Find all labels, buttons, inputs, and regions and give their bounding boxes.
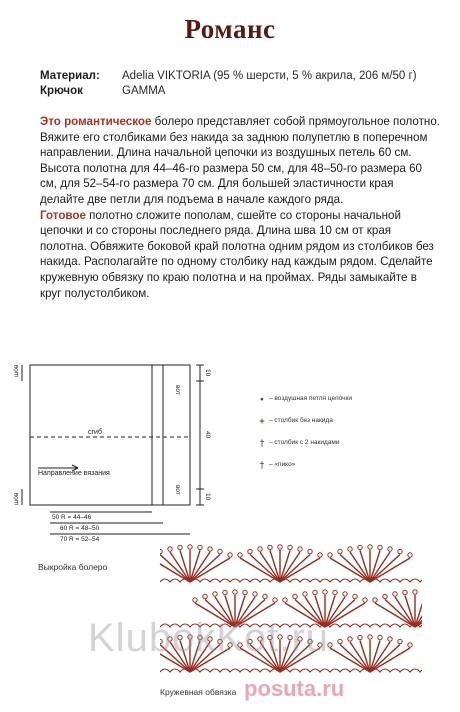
picot-mark [328, 553, 332, 557]
bolero-pattern-diagram [0, 355, 225, 555]
material-row [40, 69, 417, 84]
picot-mark [403, 590, 407, 594]
materials-block [40, 69, 417, 99]
chain-row [160, 669, 422, 672]
picot-mark [238, 553, 242, 557]
picot-mark [398, 549, 402, 553]
picot-mark [348, 547, 352, 551]
picot-mark [243, 590, 247, 594]
picot-mark [338, 639, 342, 643]
direction-label [38, 470, 110, 477]
fold-label: сгиб [88, 429, 102, 436]
picot-mark [348, 637, 352, 641]
picot-mark [278, 545, 282, 549]
legend-text: – столбик с 2 накидами [269, 439, 340, 446]
single-crochet-icon: + [259, 416, 265, 426]
legend-text: – столбик без накида [269, 417, 333, 424]
picot-mark [273, 598, 277, 602]
picot-mark [393, 592, 397, 596]
armhole-label-bottom: вот [174, 485, 181, 495]
picot-mark [168, 547, 172, 551]
picot-mark [388, 637, 392, 641]
picot-mark [253, 592, 257, 596]
picot-mark [343, 592, 347, 596]
paragraph-1-lead: Это романтическое [40, 115, 152, 128]
picot-mark [378, 545, 382, 549]
picot-mark [313, 590, 317, 594]
picot-mark [228, 553, 232, 557]
material-value: Adelia VIKTORIA (95 % шерсти, 5 % акрила, 206 м/50 г) [122, 70, 417, 82]
picot-mark [413, 590, 417, 594]
picot-mark [408, 553, 412, 557]
picot-mark [333, 590, 337, 594]
symbol-legend [255, 388, 352, 476]
picot-mark [208, 547, 212, 551]
pattern-caption: Выкройка болеро [38, 562, 108, 572]
legend-item [255, 432, 352, 454]
hook-value: GAMMA [122, 85, 166, 97]
dim-10-top: 10 [204, 369, 211, 377]
hook-row [40, 84, 417, 99]
seam-label-top: шов [13, 364, 20, 377]
lace-caption: Кружевная обвязка [160, 687, 237, 697]
page-title: Романс [184, 14, 276, 44]
lace-fan [373, 590, 422, 627]
picot-mark [383, 594, 387, 598]
picot-mark [323, 590, 327, 594]
lace-fan [328, 635, 412, 672]
picot-mark [268, 545, 272, 549]
paragraph-2-text: полотно сложите пополам, сшейте со стороны начальной цепочки и со стороны последнего ряда. Длина шва 10 см от края полотна. Обвяжите боковой край полотна одним рядом из столбиков без накида. Располагайте по одному столбику над каждым рядом. Сделайте кружевную обвязку по краю полотна и на проймах. Ряды замыкайте в круг полустолбиком. [40, 208, 434, 300]
direction-label-text: Направление вязания [38, 470, 110, 477]
dim-40: 40 [204, 431, 211, 439]
picot-mark [218, 549, 222, 553]
pattern-outline [30, 365, 190, 505]
picot-mark [358, 635, 362, 639]
double-treble-icon: † [259, 438, 265, 448]
picot-mark [258, 547, 262, 551]
seam-label-bottom: шов [13, 492, 20, 505]
picot-mark [248, 549, 252, 553]
picot-mark [188, 545, 192, 549]
picot-mark [353, 594, 357, 598]
picot-mark [368, 635, 372, 639]
paragraph-1 [40, 114, 440, 208]
picot-mark [160, 549, 162, 553]
picot-mark [378, 635, 382, 639]
material-label: Материал: [40, 70, 100, 82]
picot-mark [213, 592, 217, 596]
picot-mark [193, 598, 197, 602]
instructions [40, 114, 440, 301]
picot-mark [178, 545, 182, 549]
size-label-1: 50 R = 44–46 [52, 514, 92, 521]
size-label-2: 60 R = 48–50 [60, 525, 100, 532]
picot-mark [233, 590, 237, 594]
picot-icon: † [259, 460, 265, 470]
picot-mark [288, 545, 292, 549]
chain-stitch-icon: • [260, 394, 264, 404]
picot-mark [398, 639, 402, 643]
picot-mark [303, 592, 307, 596]
legend-item [255, 388, 352, 410]
picot-mark [363, 598, 367, 602]
paragraph-1-text: болеро представляет собой прямоугольное полотно. Вяжите его столбиками без накида за заднюю полупетлю в поперечном направлении. Длина начальной цепочки из воздушных петель 60 см. Высота полотна для 44–46-го размера 50 см, для 48–50-го размера 60 см, для 52–54-го размера 70 см. Для большей эластичности края делайте две петли для подъема в начале каждого ряда. [40, 115, 440, 206]
picot-mark [308, 549, 312, 553]
picot-mark [408, 643, 412, 647]
legend-text: – воздушная петля цепочки [269, 395, 352, 402]
picot-mark [283, 598, 287, 602]
picot-mark [318, 553, 322, 557]
picot-mark [198, 545, 202, 549]
paragraph-2-lead: Готовое [40, 208, 86, 222]
dim-10-bottom: 10 [204, 493, 211, 501]
lace-fan [160, 545, 232, 582]
legend-item [255, 454, 352, 476]
picot-mark [358, 545, 362, 549]
legend-text: – «пико» [269, 461, 296, 468]
picot-mark [293, 594, 297, 598]
picot-mark [203, 594, 207, 598]
armhole-label-top: вот [174, 385, 181, 395]
picot-mark [368, 545, 372, 549]
picot-mark [263, 594, 267, 598]
legend-item [255, 410, 352, 432]
watermark: KlubokKot.ru [88, 616, 330, 660]
paragraph-2 [40, 208, 440, 302]
size-label-3: 70 R = 52–54 [60, 536, 100, 543]
watermark-secondary: posuta.ru [244, 676, 345, 701]
picot-mark [298, 547, 302, 551]
chain-row [160, 579, 422, 582]
lace-fan [328, 545, 412, 582]
picot-mark [338, 549, 342, 553]
picot-mark [373, 598, 377, 602]
hook-label: Крючок [40, 85, 83, 97]
lace-fan [238, 545, 322, 582]
picot-mark [223, 590, 227, 594]
picot-mark [388, 547, 392, 551]
